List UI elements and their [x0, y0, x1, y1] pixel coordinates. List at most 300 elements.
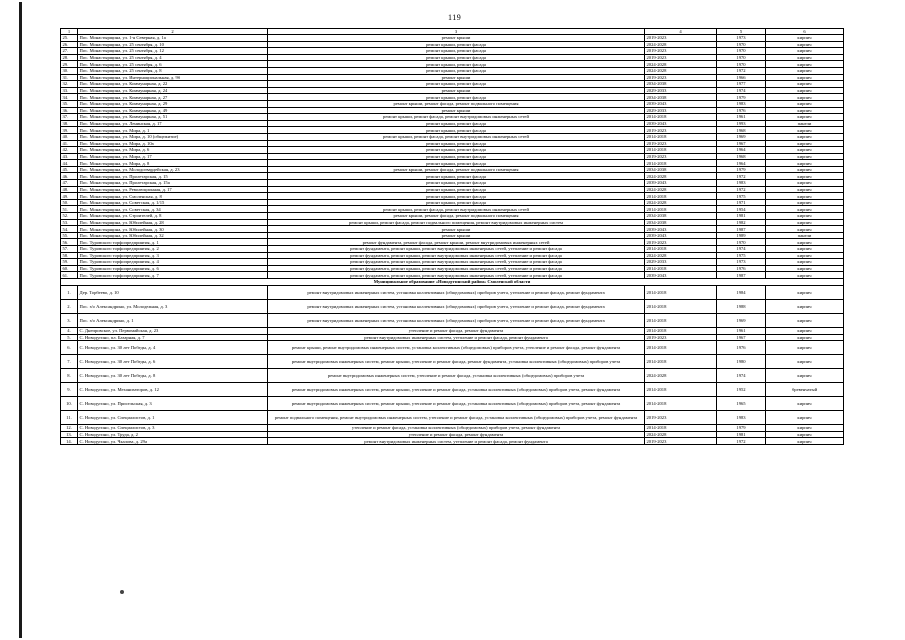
year-built-cell: 1982	[717, 219, 766, 226]
address-cell: Пос. Монастырщина, ул. Мира, д. 10 (общежитие)	[78, 133, 268, 140]
work-types-cell: ремонт крыши	[268, 232, 645, 239]
wall-material-cell: кирпич	[766, 87, 844, 94]
row-number-cell: 48.	[61, 186, 78, 193]
address-cell: С. Новодугино, ул. 30 лет Победы, д. 6	[78, 355, 268, 369]
row-number-cell: 32.	[61, 81, 78, 88]
year-built-cell: 1976	[717, 341, 766, 355]
row-number-cell: 45.	[61, 166, 78, 173]
work-types-cell: ремонт крыши, ремонт фасада, ремонт подвального помещения, ремонт внутридомовых инженерных систем	[268, 219, 645, 226]
work-types-cell: ремонт крыши, ремонт фасада	[268, 81, 645, 88]
row-number-cell: 40.	[61, 133, 78, 140]
year-built-cell: 1954	[717, 206, 766, 213]
year-built-cell: 1974	[717, 369, 766, 383]
row-number-cell: 4.	[61, 327, 78, 334]
period-cell: 2014-2018	[645, 160, 717, 167]
table-row	[61, 74, 844, 81]
wall-material-cell: кирпич	[766, 48, 844, 55]
row-number-cell: 61.	[61, 272, 78, 279]
work-types-cell: ремонт крыши, ремонт фасада, ремонт внутридомовых инженерных сетей	[268, 114, 645, 121]
row-number-cell: 59.	[61, 259, 78, 266]
period-cell: 2039-2043	[645, 100, 717, 107]
row-number-cell: 47.	[61, 180, 78, 187]
period-cell: 2024-2028	[645, 173, 717, 180]
year-built-cell: 1970	[717, 54, 766, 61]
wall-material-cell: кирпич	[766, 272, 844, 279]
year-built-cell: 1970	[717, 61, 766, 68]
year-built-cell: 1979	[717, 166, 766, 173]
address-cell: Пос. Монастырщина, ул. Коммунарная, д. 29	[78, 100, 268, 107]
year-built-cell: 1972	[717, 67, 766, 74]
year-built-cell: 1975	[717, 193, 766, 200]
table-row	[61, 48, 844, 55]
row-number-cell: 42.	[61, 147, 78, 154]
address-cell: Пос. Монастырщина, ул. Юбилейная, д. 32	[78, 232, 268, 239]
address-cell: Пос. Туровского торфопредприятия, д. 6	[78, 265, 268, 272]
period-cell: 2019-2023	[645, 35, 717, 42]
year-built-cell: 1975	[717, 252, 766, 259]
period-cell: 2014-2018	[645, 206, 717, 213]
year-built-cell: 1952	[717, 383, 766, 397]
year-built-cell: 1981	[717, 213, 766, 220]
wall-material-cell: кирпич	[766, 327, 844, 334]
work-types-cell: ремонт крыши, ремонт фасада, ремонт подвального помещения	[268, 100, 645, 107]
wall-material-cell: кирпич	[766, 186, 844, 193]
table-row	[61, 397, 844, 411]
section-title: Муниципальное образование «Новодугинский район» Смоленской области	[61, 278, 844, 285]
work-types-cell: утепление и ремонт фасада, ремонт фундамента	[268, 327, 645, 334]
period-cell: 2024-2028	[645, 252, 717, 259]
row-number-cell: 50.	[61, 199, 78, 206]
period-cell: 2019-2023	[645, 334, 717, 341]
row-number-cell: 30.	[61, 67, 78, 74]
wall-material-cell: панели	[766, 120, 844, 127]
table-row	[61, 265, 844, 272]
wall-material-cell: кирпич	[766, 369, 844, 383]
address-cell: Пос. Монастырщина, ул. Советская, д. 34	[78, 206, 268, 213]
work-types-cell: ремонт внутридомовых инженерных систем, утепление и ремонт фасада, установка коллективных (общедомовых) приборов учета	[268, 369, 645, 383]
row-number-cell: 11.	[61, 411, 78, 425]
row-number-cell: 5.	[61, 334, 78, 341]
table-row	[61, 334, 844, 341]
column-number: 1	[61, 29, 78, 35]
work-types-cell: ремонт фундамента, ремонт крыши, ремонт внутридомовых инженерных сетей, утепление и ремонт фасада	[268, 246, 645, 253]
address-cell: Пос. Монастырщина, ул. Юбилейная, д. 28	[78, 219, 268, 226]
table-row	[61, 153, 844, 160]
work-types-cell: ремонт крыши, ремонт фасада, ремонт внутридомовых инженерных сетей	[268, 133, 645, 140]
period-cell: 2024-2028	[645, 41, 717, 48]
year-built-cell: 1993	[717, 120, 766, 127]
work-types-cell: ремонт фундамента, ремонт крыши, ремонт внутридомовых инженерных сетей, утепление и ремонт фасада	[268, 272, 645, 279]
wall-material-cell: кирпич	[766, 153, 844, 160]
work-types-cell: ремонт фундамента, ремонт фасада, ремонт крыши, ремонт внутридомовых инженерных сетей	[268, 239, 645, 246]
column-number: 4	[645, 29, 717, 35]
address-cell: Пос. Монастырщина, ул. 25 сентября, д. 6	[78, 61, 268, 68]
work-types-cell: ремонт внутридомовых инженерных систем, установка коллективных (общедомовых) приборов учета, утепление и ремонт фасада, ремонт фундамента	[268, 299, 645, 313]
table-row	[61, 327, 844, 334]
column-number: 6	[766, 29, 844, 35]
wall-material-cell: кирпич	[766, 219, 844, 226]
address-cell: Пос. Туровского торфопредприятия, д. 7	[78, 272, 268, 279]
address-cell: Пос. Монастырщина, ул. Коммунарная, д. 49	[78, 107, 268, 114]
row-number-cell: 7.	[61, 355, 78, 369]
year-built-cell: 1989	[717, 232, 766, 239]
address-cell: Пос. Туровского торфопредприятия, д. 4	[78, 259, 268, 266]
address-cell: Пос. Монастырщина, ул. 25 сентября, д. 4	[78, 54, 268, 61]
row-number-cell: 28.	[61, 54, 78, 61]
year-built-cell: 1979	[717, 425, 766, 432]
row-number-cell: 57.	[61, 246, 78, 253]
address-cell: Пос. Монастырщина, ул. Мира, д. 1	[78, 127, 268, 134]
year-built-cell: 1987	[717, 226, 766, 233]
address-cell: Дер. Торбеево, д. 10	[78, 285, 268, 299]
table-row	[61, 186, 844, 193]
year-built-cell: 1981	[717, 431, 766, 438]
table-row	[61, 180, 844, 187]
address-cell: Пос. Монастырщина, ул. Мира, д. 8	[78, 160, 268, 167]
period-cell: 2019-2023	[645, 239, 717, 246]
address-cell: Пос. Монастырщина, ул. Молодогвардейская, д. 23	[78, 166, 268, 173]
work-types-cell: ремонт крыши, ремонт фасада	[268, 140, 645, 147]
table-row	[61, 173, 844, 180]
wall-material-cell: кирпич	[766, 397, 844, 411]
period-cell: 2014-2018	[645, 355, 717, 369]
wall-material-cell: кирпич	[766, 35, 844, 42]
row-number-cell: 25.	[61, 35, 78, 42]
row-number-cell: 49.	[61, 193, 78, 200]
period-cell: 2014-2018	[645, 265, 717, 272]
table-row	[61, 383, 844, 397]
year-built-cell: 1971	[717, 199, 766, 206]
year-built-cell: 1967	[717, 140, 766, 147]
table-row	[61, 438, 844, 445]
work-types-cell: ремонт крыши, ремонт фасада	[268, 61, 645, 68]
row-number-cell: 41.	[61, 140, 78, 147]
year-built-cell: 1964	[717, 160, 766, 167]
year-built-cell: 1972	[717, 173, 766, 180]
address-cell: С. Новодугино, ул. Труда, д. 2	[78, 431, 268, 438]
row-number-cell: 6.	[61, 341, 78, 355]
table-row	[61, 35, 844, 42]
period-cell: 2014-2018	[645, 341, 717, 355]
row-number-cell: 29.	[61, 61, 78, 68]
period-cell: 2019-2023	[645, 48, 717, 55]
wall-material-cell: кирпич	[766, 94, 844, 101]
period-cell: 2039-2043	[645, 272, 717, 279]
table-row	[61, 252, 844, 259]
table-row	[61, 313, 844, 327]
table-row	[61, 206, 844, 213]
wall-material-cell: кирпич	[766, 100, 844, 107]
row-number-cell: 14.	[61, 438, 78, 445]
address-cell: Пос. Монастырщина, ул. Коммунарная, д. 51	[78, 114, 268, 121]
wall-material-cell: кирпич	[766, 173, 844, 180]
page-number: 119	[448, 13, 462, 22]
table-row	[61, 61, 844, 68]
wall-material-cell: кирпич	[766, 206, 844, 213]
address-cell: С. Новодугино, ул. Специалистов, д. 3	[78, 425, 268, 432]
period-cell: 2014-2018	[645, 114, 717, 121]
row-number-cell: 56.	[61, 239, 78, 246]
table-row	[61, 127, 844, 134]
table-row	[61, 232, 844, 239]
address-cell: С. Днепровское, ул. Первомайская, д. 23	[78, 327, 268, 334]
address-cell: Пос. Монастырщина, ул. Коммунарная, д. 22	[78, 81, 268, 88]
row-number-cell: 12.	[61, 425, 78, 432]
table-row	[61, 81, 844, 88]
year-built-cell: 1969	[717, 133, 766, 140]
wall-material-cell: кирпич	[766, 140, 844, 147]
address-cell: С. Новодугино, ул. 30 лет Победы, д. 4	[78, 341, 268, 355]
year-built-cell: 1976	[717, 265, 766, 272]
work-types-cell: ремонт внутридомовых инженерных систем, установка коллективных (общедомовых) приборов учета, утепление и ремонт фасада, ремонт фундамента	[268, 285, 645, 299]
year-built-cell: 1970	[717, 41, 766, 48]
period-cell: 2014-2018	[645, 313, 717, 327]
work-types-cell: ремонт внутридомовых инженерных систем, ремонт крыши, утепление и ремонт фасада, установка коллективных (общедомовых) приборов учета, ремонт фундамента	[268, 397, 645, 411]
table-row	[61, 54, 844, 61]
table-row	[61, 341, 844, 355]
column-number: 2	[78, 29, 268, 35]
period-cell: 2019-2023	[645, 411, 717, 425]
table-row	[61, 133, 844, 140]
address-cell: Пос. Монастырщина, ул. Коммунарная, д. 24	[78, 87, 268, 94]
year-built-cell: 1974	[717, 87, 766, 94]
work-types-cell: ремонт крыши, ремонт фасада	[268, 41, 645, 48]
wall-material-cell: кирпич	[766, 114, 844, 121]
table-row	[61, 94, 844, 101]
work-types-cell: ремонт подвального помещения, ремонт внутридомовых инженерных систем, утепление и ремонт фасада, установка коллективных (общедомовых) приборов учета, ремонт фундамента	[268, 411, 645, 425]
year-built-cell: 1987	[717, 272, 766, 279]
period-cell: 2019-2023	[645, 54, 717, 61]
wall-material-cell: кирпич	[766, 299, 844, 313]
row-number-cell: 1.	[61, 285, 78, 299]
wall-material-cell: кирпич	[766, 313, 844, 327]
work-types-cell: ремонт крыши, ремонт фасада	[268, 147, 645, 154]
table-row	[61, 219, 844, 226]
table-row	[61, 431, 844, 438]
work-types-cell: ремонт крыши, ремонт фасада	[268, 173, 645, 180]
address-cell: С. Новодугино, ул. Механизаторов, д. 12	[78, 383, 268, 397]
table-row	[61, 107, 844, 114]
year-built-cell: 1968	[717, 153, 766, 160]
row-number-cell: 44.	[61, 160, 78, 167]
wall-material-cell: кирпич	[766, 226, 844, 233]
address-cell: С. Новодугино, ул. Чкалова, д. 29а	[78, 438, 268, 445]
wall-material-cell: бревенчатый	[766, 383, 844, 397]
address-cell: Пос. Монастырщина, ул. 25 сентября, д. 8	[78, 67, 268, 74]
wall-material-cell: кирпич	[766, 193, 844, 200]
wall-material-cell: кирпич	[766, 147, 844, 154]
row-number-cell: 33.	[61, 87, 78, 94]
wall-material-cell: кирпич	[766, 355, 844, 369]
address-cell: Пос. Туровского торфопредприятия, д. 1	[78, 239, 268, 246]
row-number-cell: 60.	[61, 265, 78, 272]
period-cell: 2039-2043	[645, 120, 717, 127]
work-types-cell: ремонт крыши, ремонт фасада	[268, 193, 645, 200]
year-built-cell: 1974	[717, 246, 766, 253]
period-cell: 2019-2023	[645, 438, 717, 445]
table-row	[61, 226, 844, 233]
year-built-cell: 1961	[717, 327, 766, 334]
row-number-cell: 53.	[61, 219, 78, 226]
work-types-cell: ремонт крыши	[268, 107, 645, 114]
year-built-cell: 1977	[717, 81, 766, 88]
address-cell: Пос. Монастырщина, ул. 1-я Северная, д. 1а	[78, 35, 268, 42]
period-cell: 2014-2018	[645, 397, 717, 411]
period-cell: 2034-2038	[645, 166, 717, 173]
address-cell: Пос. Монастырщина, ул. Коммунарная, д. 27	[78, 94, 268, 101]
period-cell: 2014-2018	[645, 147, 717, 154]
address-cell: Пос. Монастырщина, ул. Мира, д. 10а	[78, 140, 268, 147]
row-number-cell: 43.	[61, 153, 78, 160]
address-cell: С. Новодугино, ул. 30 лет Победы, д. 8	[78, 369, 268, 383]
work-types-cell: ремонт крыши	[268, 74, 645, 81]
wall-material-cell: кирпич	[766, 67, 844, 74]
table-row	[61, 193, 844, 200]
address-cell: Пос. Монастырщина, ул. Интернациональная, д. 9б	[78, 74, 268, 81]
address-cell: Пос. Монастырщина, ул. Пролетарская, д. 15	[78, 173, 268, 180]
wall-material-cell: кирпич	[766, 334, 844, 341]
wall-material-cell: кирпич	[766, 54, 844, 61]
scan-mark	[120, 590, 124, 594]
work-types-cell: ремонт внутридомовых инженерных систем, установка коллективных (общедомовых) приборов учета, утепление и ремонт фасада, ремонт фундамента	[268, 313, 645, 327]
row-number-cell: 26.	[61, 41, 78, 48]
period-cell: 2039-2043	[645, 226, 717, 233]
address-cell: С. Новодугино, ул. Специалистов, д. 1	[78, 411, 268, 425]
work-types-cell: ремонт внутридомовых инженерных систем, ремонт крыши, утепление и ремонт фасада, установка коллективных (общедомовых) приборов учета, ремонт фундамента	[268, 383, 645, 397]
period-cell: 2019-2023	[645, 153, 717, 160]
row-number-cell: 2.	[61, 299, 78, 313]
work-types-cell: ремонт крыши	[268, 35, 645, 42]
wall-material-cell: кирпич	[766, 41, 844, 48]
address-cell: С. Новодугино, ул. Присельская, д. 3	[78, 397, 268, 411]
wall-material-cell: кирпич	[766, 160, 844, 167]
period-cell: 2024-2028	[645, 369, 717, 383]
work-types-cell: ремонт крыши, ремонт фасада	[268, 127, 645, 134]
wall-material-cell: кирпич	[766, 252, 844, 259]
table-row	[61, 239, 844, 246]
period-cell: 2029-2033	[645, 107, 717, 114]
address-cell: Пос. Монастырщина, ул. 25 сентября, д. 12	[78, 48, 268, 55]
address-cell: Пос. Монастырщина, ул. Мира, д. 6	[78, 147, 268, 154]
table-row	[61, 425, 844, 432]
row-number-cell: 8.	[61, 369, 78, 383]
binding-edge	[19, 2, 22, 638]
year-built-cell: 1980	[717, 355, 766, 369]
work-types-cell: ремонт крыши, ремонт фасада	[268, 67, 645, 74]
table-row	[61, 259, 844, 266]
year-built-cell: 1979	[717, 94, 766, 101]
wall-material-cell: кирпич	[766, 199, 844, 206]
section-heading-row	[61, 278, 844, 285]
period-cell: 2014-2018	[645, 193, 717, 200]
address-cell: Пос. Монастырщина, ул. Пролетарская, д. 15а	[78, 180, 268, 187]
work-types-cell: утепление и ремонт фасада, ремонт фундамента	[268, 431, 645, 438]
work-types-cell: ремонт крыши, ремонт фасада	[268, 186, 645, 193]
row-number-cell: 37.	[61, 114, 78, 121]
address-cell: Пос. з/о Александрино, д. 1	[78, 313, 268, 327]
work-types-cell: ремонт крыши, ремонт фасада	[268, 199, 645, 206]
work-types-cell: ремонт внутридомовых инженерных систем, утепление и ремонт фасада, ремонт фундамента	[268, 438, 645, 445]
work-types-cell: ремонт крыши	[268, 226, 645, 233]
work-types-cell: ремонт крыши, ремонт фасада, ремонт подвального помещения	[268, 213, 645, 220]
wall-material-cell: панели	[766, 232, 844, 239]
year-built-cell: 1965	[717, 397, 766, 411]
row-number-cell: 3.	[61, 313, 78, 327]
period-cell: 2014-2018	[645, 133, 717, 140]
period-cell: 2024-2028	[645, 67, 717, 74]
period-cell: 2029-2033	[645, 87, 717, 94]
period-cell: 2024-2028	[645, 61, 717, 68]
table-row	[61, 166, 844, 173]
address-cell: Пос. Монастырщина, ул. Юбилейная, д. 30	[78, 226, 268, 233]
year-built-cell: 1961	[717, 114, 766, 121]
work-types-cell: ремонт крыши, ремонт фасада	[268, 94, 645, 101]
work-types-cell: ремонт крыши, ремонт фасада, ремонт подвального помещения	[268, 166, 645, 173]
table-row	[61, 355, 844, 369]
period-cell: 2019-2023	[645, 127, 717, 134]
table-row	[61, 285, 844, 299]
table-row	[61, 299, 844, 313]
address-cell: Пос. Монастырщина, ул. Смоленская, д. 8	[78, 193, 268, 200]
address-cell: Пос. Монастырщина, ул. Строителей, д. 8	[78, 213, 268, 220]
column-number: 3	[268, 29, 645, 35]
year-built-cell: 1988	[717, 299, 766, 313]
row-number-cell: 10.	[61, 397, 78, 411]
table-row	[61, 41, 844, 48]
row-number-cell: 36.	[61, 107, 78, 114]
address-cell: Пос. Монастырщина, ул. Мира, д. 17	[78, 153, 268, 160]
work-types-cell: ремонт внутридомовых инженерных систем, утепление и ремонт фасада, ремонт фундамента	[268, 334, 645, 341]
address-cell: Пос. Монастырщина, ул. 25 сентября, д. 10	[78, 41, 268, 48]
row-number-cell: 54.	[61, 226, 78, 233]
row-number-cell: 38.	[61, 120, 78, 127]
work-types-cell: ремонт фундамента, ремонт крыши, ремонт внутридомовых инженерных сетей, утепление и ремонт фасада	[268, 265, 645, 272]
row-number-cell: 52.	[61, 213, 78, 220]
work-types-cell: ремонт фундамента, ремонт крыши, ремонт внутридомовых инженерных сетей, утепление и ремонт фасада	[268, 252, 645, 259]
wall-material-cell: кирпич	[766, 239, 844, 246]
period-cell: 2014-2018	[645, 383, 717, 397]
period-cell: 2014-2018	[645, 246, 717, 253]
work-types-cell: ремонт крыши, ремонт внутридомовых инженерных систем, установка коллективных (общедомовых) приборов учета, утепление и ремонт фасада, ремонт фундамента	[268, 341, 645, 355]
wall-material-cell: кирпич	[766, 411, 844, 425]
work-types-cell: ремонт крыши	[268, 87, 645, 94]
wall-material-cell: кирпич	[766, 341, 844, 355]
wall-material-cell: кирпич	[766, 180, 844, 187]
work-types-cell: ремонт крыши, ремонт фасада	[268, 48, 645, 55]
work-types-cell: ремонт фундамента, ремонт крыши, ремонт внутридомовых инженерных сетей, утепление и ремонт фасада	[268, 259, 645, 266]
address-cell: Пос. Монастырщина, ул. Советская, д. 1/15	[78, 199, 268, 206]
wall-material-cell: кирпич	[766, 285, 844, 299]
year-built-cell: 1970	[717, 239, 766, 246]
table-row	[61, 272, 844, 279]
table-row	[61, 411, 844, 425]
year-built-cell: 1984	[717, 285, 766, 299]
table-row	[61, 87, 844, 94]
period-cell: 2034-2038	[645, 81, 717, 88]
row-number-cell: 55.	[61, 232, 78, 239]
period-cell: 2039-2043	[645, 180, 717, 187]
address-cell: Пос. Туровского торфопредприятия, д. 3	[78, 252, 268, 259]
period-cell: 2039-2043	[645, 232, 717, 239]
table-row	[61, 160, 844, 167]
period-cell: 2014-2018	[645, 425, 717, 432]
table-row	[61, 100, 844, 107]
period-cell: 2024-2028	[645, 199, 717, 206]
period-cell: 2034-2038	[645, 213, 717, 220]
year-built-cell: 1969	[717, 313, 766, 327]
row-number-cell: 46.	[61, 173, 78, 180]
work-types-cell: ремонт крыши, ремонт фасада	[268, 120, 645, 127]
